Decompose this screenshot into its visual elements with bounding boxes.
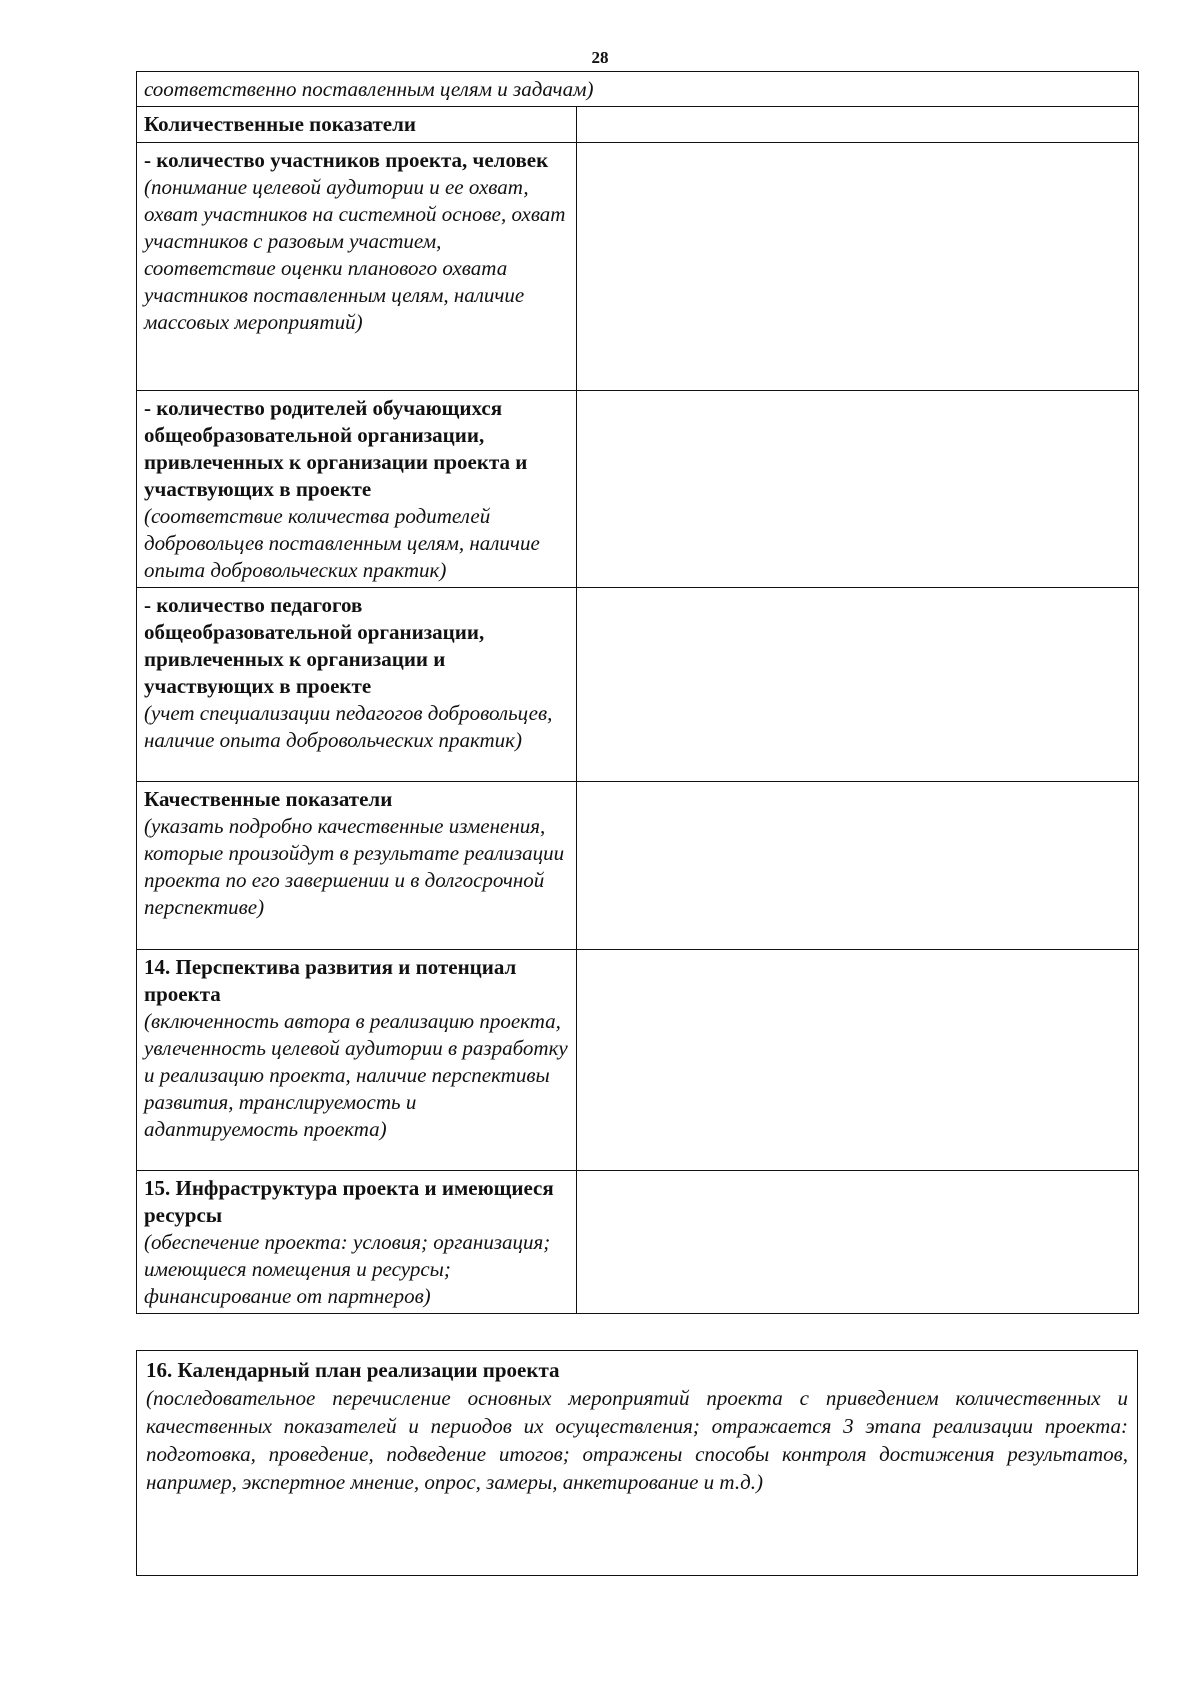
- row-note: (указать подробно качественные изменения, которые произойдут в результате реализации проекта по его завершении и в долгосрочной перспективе): [144, 814, 565, 919]
- continuation-text: соответственно поставленным целям и задачам): [144, 77, 594, 101]
- row-note: (соответствие количества родителей добровольцев поставленным целям, наличие опыта добровольческих практик): [144, 504, 540, 582]
- row-title: 15. Инфраструктура проекта и имеющиеся ресурсы: [144, 1176, 554, 1227]
- page-number: 28: [591, 48, 609, 67]
- calendar-plan-box[interactable]: [136, 1350, 1138, 1576]
- project-indicators-table: [136, 71, 1139, 1314]
- row-title: 14. Перспектива развития и потенциал проекта: [144, 955, 517, 1006]
- value-cell[interactable]: [577, 107, 1139, 143]
- row-note: (учет специализации педагогов добровольцев, наличие опыта добровольческих практик): [144, 701, 553, 752]
- value-cell[interactable]: [577, 950, 1139, 1171]
- row-title: Количественные показатели: [144, 112, 416, 136]
- row-note: (включенность автора в реализацию проекта, увлеченность целевой аудитории в разработку и реализацию проекта, наличие перспективы развития, транслируемость и адаптируемость проекта): [144, 1009, 568, 1141]
- value-cell[interactable]: [577, 143, 1139, 391]
- row-title: - количество педагогов общеобразовательной организации, привлеченных к организации и участвующих в проекте: [144, 593, 485, 698]
- row-title: Качественные показатели: [144, 787, 393, 811]
- table-row-participants: [137, 143, 1139, 391]
- table-row-perspective: [137, 950, 1139, 1171]
- table-row-quantitative-header: [137, 107, 1139, 143]
- table-row-continuation: [137, 72, 1139, 107]
- row-note: (понимание целевой аудитории и ее охват, охват участников на системной основе, охват участников с разовым участием, соответствие оценки планового охвата участников поставленным целям, наличие массовых мероприятий): [144, 175, 566, 334]
- table-row-parents: [137, 391, 1139, 588]
- row-title: - количество участников проекта, человек: [144, 148, 549, 172]
- value-cell[interactable]: [577, 391, 1139, 588]
- plan-title: 16. Календарный план реализации проекта: [146, 1358, 560, 1382]
- value-cell[interactable]: [577, 1171, 1139, 1314]
- plan-description: (последовательное перечисление основных мероприятий проекта с приведением количественных и качественных показателей и периодов их осуществления; отражается 3 этапа реализации проекта: подготовка, проведение, подведение итогов; отражены способы контроля достижения результатов, например, экспертное мнение, опрос, замеры, анкетирование и т.д.): [146, 1386, 1128, 1494]
- value-cell[interactable]: [577, 588, 1139, 782]
- row-note: (обеспечение проекта: условия; организация; имеющиеся помещения и ресурсы; финансирование от партнеров): [144, 1230, 551, 1308]
- table-row-qualitative: [137, 782, 1139, 950]
- value-cell[interactable]: [577, 782, 1139, 950]
- table-row-infrastructure: [137, 1171, 1139, 1314]
- table-row-teachers: [137, 588, 1139, 782]
- row-title: - количество родителей обучающихся общеобразовательной организации, привлеченных к организации проекта и участвующих в проекте: [144, 396, 528, 501]
